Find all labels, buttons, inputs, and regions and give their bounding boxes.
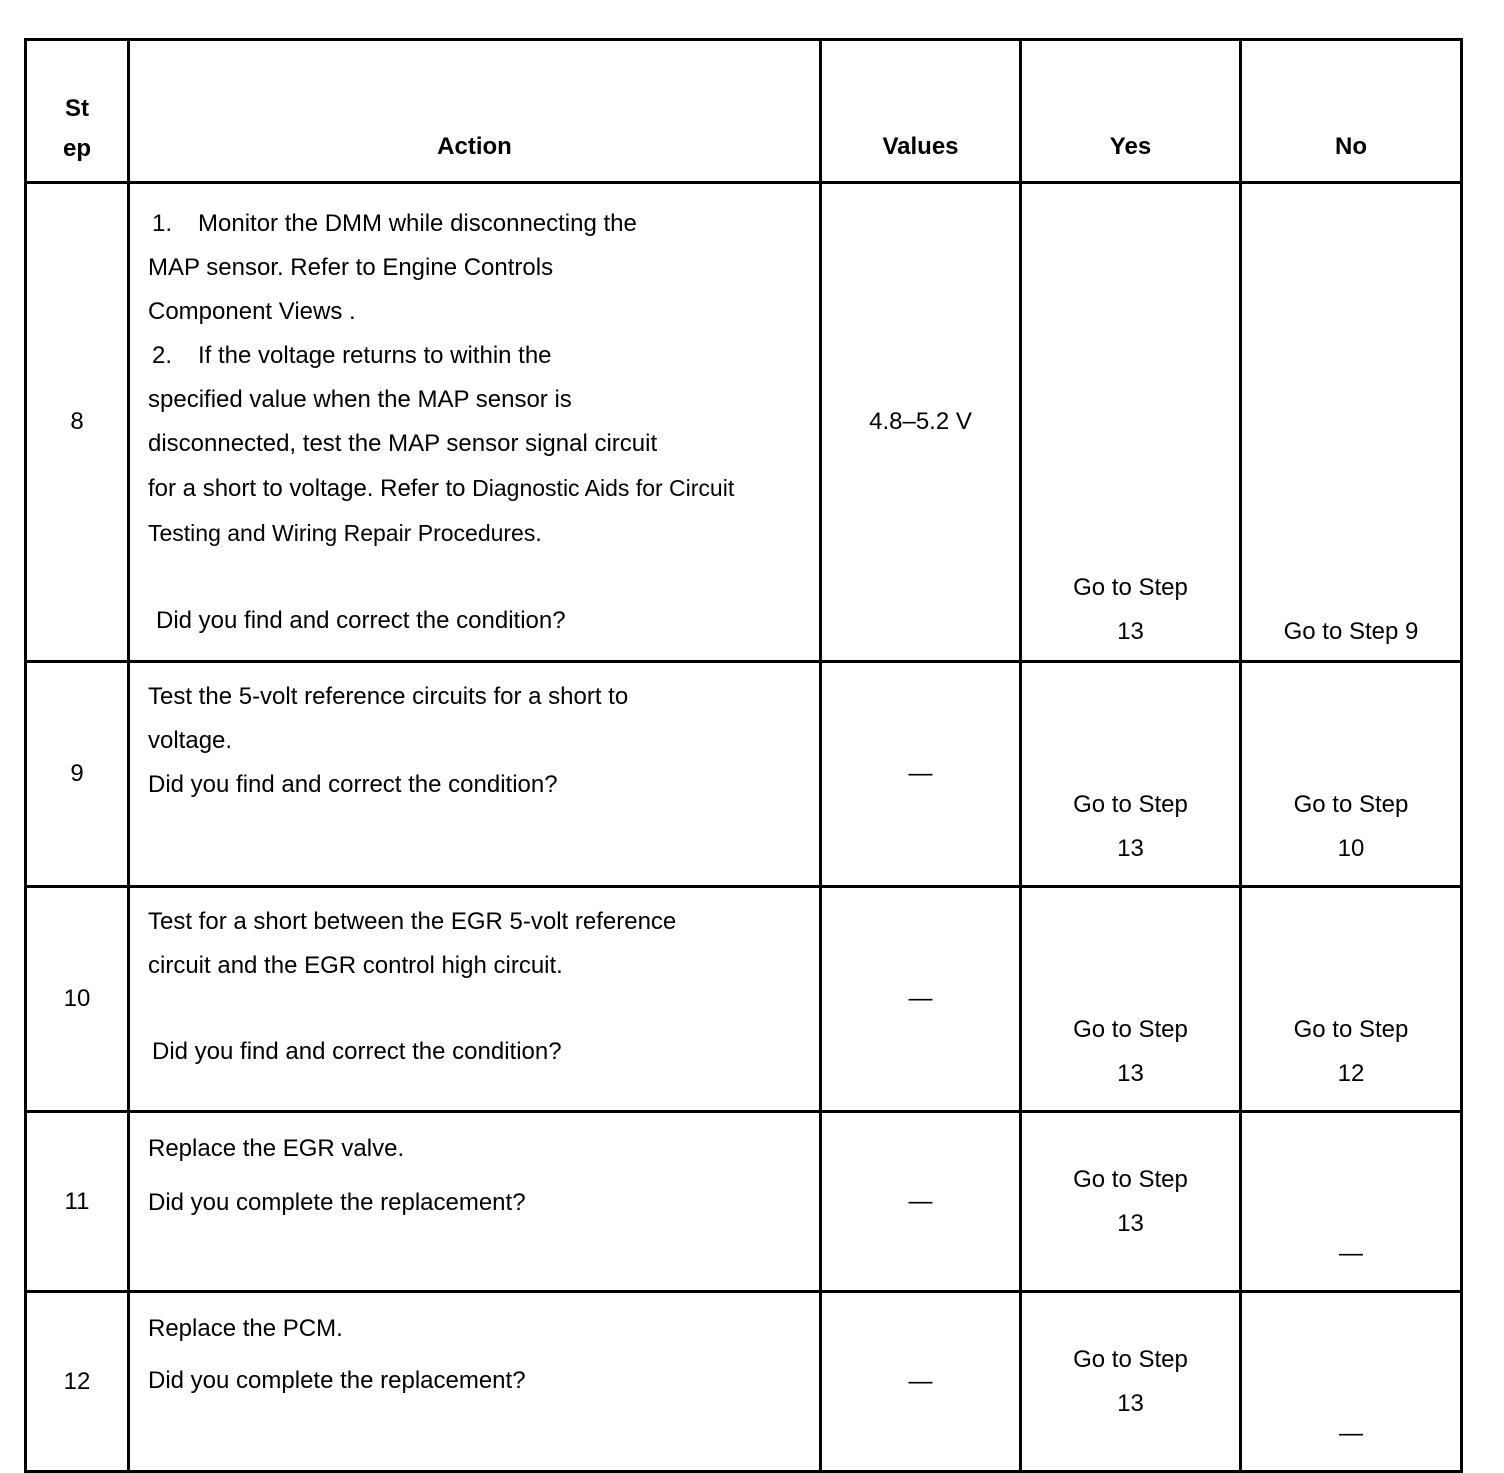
action-item-2-line-4: for a short to voltage. Refer to Diagnostic Aids for Circuit: [148, 474, 735, 502]
yes-goto[interactable]: Go to Step: [1073, 1165, 1188, 1193]
component-views-link[interactable]: Component Views: [148, 297, 343, 325]
action-question: Did you complete the replacement?: [148, 1367, 526, 1394]
action-item-1-line-3: Component Views .: [148, 297, 356, 325]
no-goto[interactable]: Go to Step 9: [1283, 618, 1419, 645]
action-question: Did you find and correct the condition?: [156, 606, 566, 634]
yes-cell: [1021, 183, 1241, 662]
action-item-1-line-2: MAP sensor. Refer to Engine Controls: [148, 253, 554, 281]
header-values: Values: [821, 40, 1021, 183]
table-row-step-12: [26, 1292, 1462, 1472]
action-item-2-line-1: 2. If the voltage returns to within the: [152, 341, 552, 369]
header-step: [26, 40, 129, 183]
yes-cell: [1021, 662, 1241, 887]
step-number: 12: [26, 1292, 129, 1472]
diagnostic-aids-link[interactable]: Diagnostic Aids for Circuit: [472, 474, 735, 501]
action-line-2: voltage.: [148, 727, 233, 754]
action-item-2-line-5: Testing and Wiring Repair Procedures.: [148, 519, 542, 546]
yes-goto[interactable]: Go to Step: [1073, 791, 1188, 818]
spacer: [148, 555, 815, 599]
yes-goto[interactable]: Go to Step: [1073, 1016, 1188, 1043]
yes-goto[interactable]: Go to Step: [1073, 1345, 1188, 1373]
action-item-2-line-3: disconnected, test the MAP sensor signal circuit: [148, 429, 658, 457]
no-step-number[interactable]: 12: [1337, 1060, 1365, 1087]
header-yes: Yes: [1021, 40, 1241, 183]
action-line-2: circuit and the EGR control high circuit.: [148, 952, 563, 979]
values-cell: 4.8–5.2 V: [821, 183, 1021, 662]
action-line-1: Test the 5-volt reference circuits for a short to: [148, 683, 629, 710]
table-row-step-8: [26, 183, 1462, 662]
header-action: Action: [129, 40, 821, 183]
wiring-repair-link[interactable]: Testing and Wiring Repair Procedures: [148, 519, 536, 546]
action-question: Did you find and correct the condition?: [148, 771, 558, 798]
no-goto[interactable]: Go to Step: [1293, 791, 1409, 818]
yes-goto[interactable]: Go to Step: [1073, 574, 1188, 601]
action-question: Did you complete the replacement?: [148, 1189, 526, 1216]
table-row-step-9: [26, 662, 1462, 887]
step-number: 11: [26, 1112, 129, 1292]
values-cell: —: [821, 1112, 1021, 1292]
yes-step-number[interactable]: 13: [1117, 1209, 1144, 1237]
action-question: Did you find and correct the condition?: [152, 1038, 562, 1065]
step-number: 10: [26, 887, 129, 1112]
action-item-1-line-1: 1. Monitor the DMM while disconnecting the: [152, 209, 637, 237]
header-row: [26, 40, 1462, 183]
values-cell: —: [821, 1292, 1021, 1472]
yes-step-number[interactable]: 13: [1117, 1389, 1144, 1417]
no-cell: —: [1241, 1112, 1462, 1292]
engine-controls-link[interactable]: Engine Controls: [382, 253, 554, 281]
action-cell: [129, 1292, 821, 1472]
values-cell: —: [821, 662, 1021, 887]
yes-cell: [1021, 1292, 1241, 1472]
header-no: No: [1241, 40, 1462, 183]
no-step-number[interactable]: 10: [1337, 835, 1365, 862]
action-cell: [129, 183, 821, 662]
yes-step-number[interactable]: 13: [1117, 835, 1144, 862]
action-cell: [129, 662, 821, 887]
table-row-step-10: [26, 887, 1462, 1112]
step-number: 8: [26, 183, 129, 662]
step-number: 9: [26, 662, 129, 887]
header-step-line2: ep: [62, 135, 91, 162]
no-cell: [1241, 183, 1462, 662]
action-cell: [129, 887, 821, 1112]
action-cell: [129, 1112, 821, 1292]
action-line-1: Replace the EGR valve.: [148, 1135, 405, 1162]
no-cell: —: [1241, 1292, 1462, 1472]
no-cell: [1241, 662, 1462, 887]
no-goto[interactable]: Go to Step: [1293, 1016, 1409, 1043]
table-row-step-11: [26, 1112, 1462, 1292]
yes-cell: [1021, 887, 1241, 1112]
action-line-1: Test for a short between the EGR 5-volt reference: [148, 908, 677, 935]
header-step-line1: St: [65, 95, 89, 122]
diagnostic-table: [24, 38, 1463, 1473]
action-item-2-line-2: specified value when the MAP sensor is: [148, 385, 572, 413]
yes-step-number[interactable]: 13: [1117, 618, 1144, 645]
action-line-1: Replace the PCM.: [148, 1315, 343, 1342]
yes-cell: [1021, 1112, 1241, 1292]
values-cell: —: [821, 887, 1021, 1112]
no-cell: [1241, 887, 1462, 1112]
yes-step-number[interactable]: 13: [1117, 1060, 1144, 1087]
